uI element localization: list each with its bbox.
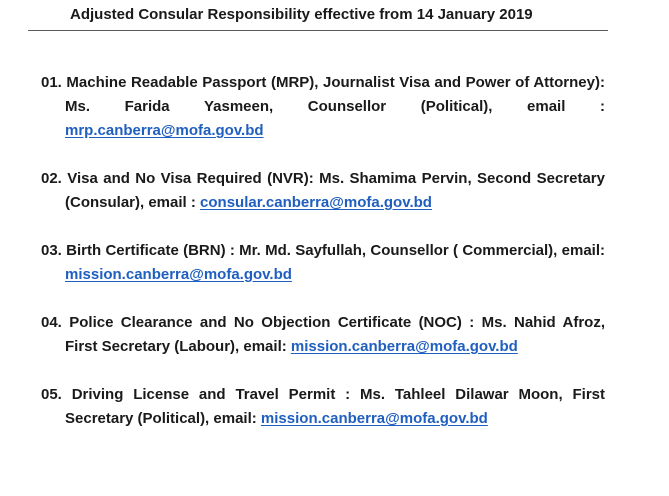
list-item — [41, 167, 605, 215]
list-item — [41, 239, 605, 287]
item-text: Visa and No Visa Required (NVR): Ms. Shamima Pervin, Second Secretary (Consular), email : — [65, 170, 605, 211]
email-link[interactable]: mission.canberra@mofa.gov.bd — [65, 266, 292, 283]
item-text: Police Clearance and No Objection Certificate (NOC) : Ms. Nahid Afroz, First Secretary (Labour), email: — [65, 314, 605, 355]
item-number: 01. — [41, 74, 67, 91]
item-text: Machine Readable Passport (MRP), Journalist Visa and Power of Attorney): Ms. Farida Yasmeen, Counsellor (Political), email : — [65, 74, 605, 115]
list-item — [41, 383, 605, 431]
item-number: 05. — [41, 386, 72, 403]
email-link[interactable]: consular.canberra@mofa.gov.bd — [200, 194, 432, 211]
page-title: Adjusted Consular Responsibility effective from 14 January 2019 — [70, 6, 533, 23]
email-link[interactable]: mrp.canberra@mofa.gov.bd — [65, 122, 264, 139]
item-number: 02. — [41, 170, 68, 187]
email-link[interactable]: mission.canberra@mofa.gov.bd — [290, 338, 518, 355]
item-text: Birth Certificate (BRN) : Mr. Md. Sayfullah, Counsellor ( Commercial), email: — [66, 242, 605, 259]
email-link[interactable]: mission.canberra@mofa.gov.bd — [260, 410, 488, 427]
list-item — [41, 311, 605, 359]
item-number: 04. — [41, 314, 70, 331]
responsibility-list — [41, 71, 605, 455]
item-text: Driving License and Travel Permit : Ms. Tahleel Dilawar Moon, First Secretary (Political), email: — [65, 386, 605, 427]
list-item — [41, 71, 605, 143]
item-number: 03. — [41, 242, 67, 259]
title-divider — [28, 30, 608, 31]
